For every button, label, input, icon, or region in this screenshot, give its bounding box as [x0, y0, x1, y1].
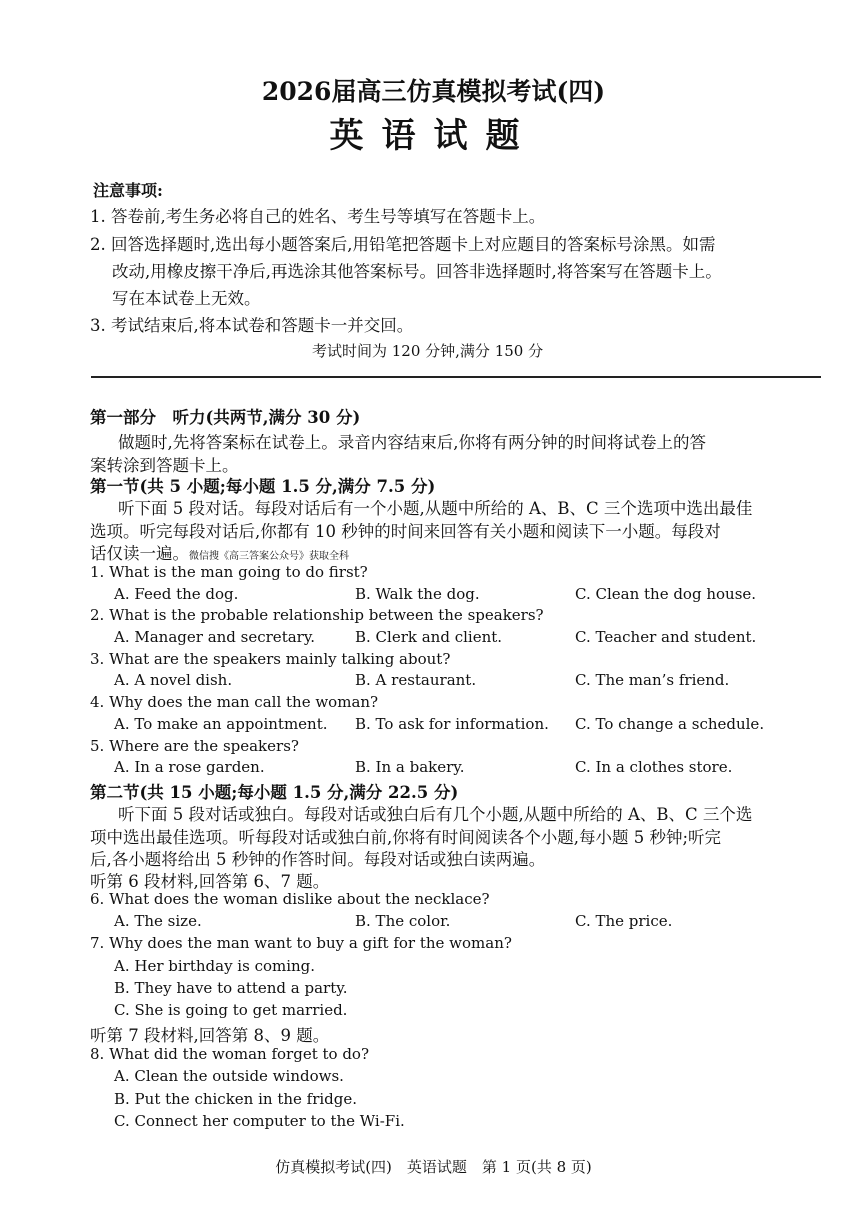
question-7: 7. Why does the man want to buy a gift for the woman? — [90, 934, 512, 952]
q8-option-b: B. Put the chicken in the fridge. — [114, 1090, 358, 1108]
q5-option-c: C. In a clothes store. — [575, 758, 733, 776]
q2-option-b: B. Clerk and client. — [355, 628, 503, 646]
q3-option-a: A. A novel dish. — [114, 671, 233, 689]
section1-intro-line-2: 选项。听完每段对话后,你都有 10 秒钟的时间来回答有关小题和阅读下一小题。每段对 — [90, 522, 721, 541]
q6-option-c: C. The price. — [575, 912, 673, 930]
q7-option-c: C. She is going to get married. — [114, 1001, 348, 1019]
material-7-heading: 听第 7 段材料,回答第 8、9 题。 — [90, 1026, 330, 1045]
q7-option-a: A. Her birthday is coming. — [114, 957, 316, 975]
notice-item-3: 3. 考试结束后,将本试卷和答题卡一并交回。 — [90, 316, 414, 335]
section1-intro-line-1: 听下面 5 段对话。每段对话后有一个小题,从题中所给的 A、B、C 三个选项中选出最佳 — [118, 499, 753, 518]
exam-title: 2026届高三仿真模拟考试(四) — [261, 77, 606, 106]
q8-option-c: C. Connect her computer to the Wi-Fi. — [114, 1112, 405, 1130]
q4-option-b: B. To ask for information. — [355, 715, 549, 733]
watermark-text: 微信搜《高三答案公众号》获取全科 — [189, 551, 349, 562]
notice-item-2-line-3: 写在本试卷上无效。 — [112, 289, 261, 308]
question-1: 1. What is the man going to do first? — [90, 563, 368, 581]
section2-intro-line-1: 听下面 5 段对话或独白。每段对话或独白后有几个小题,从题中所给的 A、B、C 三个选 — [118, 805, 753, 824]
q1-option-c: C. Clean the dog house. — [575, 585, 757, 603]
notice-heading: 注意事项: — [93, 181, 163, 200]
q4-option-a: A. To make an appointment. — [114, 715, 328, 733]
question-2: 2. What is the probable relationship between the speakers? — [90, 606, 544, 624]
section2-intro-line-3: 后,各小题将给出 5 秒钟的作答时间。每段对话或独白读两遍。 — [90, 850, 546, 869]
divider — [91, 376, 821, 378]
part1-heading: 第一部分 听力(共两节,满分 30 分) — [90, 408, 361, 427]
notice-item-1: 1. 答卷前,考生务必将自己的姓名、考生号等填写在答题卡上。 — [90, 207, 546, 226]
exam-time: 考试时间为 120 分钟,满分 150 分 — [312, 342, 544, 360]
part1-intro-line-1: 做题时,先将答案标在试卷上。录音内容结束后,你将有两分钟的时间将试卷上的答 — [118, 433, 706, 452]
q6-option-b: B. The color. — [355, 912, 451, 930]
question-6: 6. What does the woman dislike about the necklace? — [90, 890, 490, 908]
q3-option-c: C. The man’s friend. — [575, 671, 730, 689]
q2-option-a: A. Manager and secretary. — [114, 628, 316, 646]
q5-option-a: A. In a rose garden. — [114, 758, 265, 776]
q4-option-c: C. To change a schedule. — [575, 715, 765, 733]
q5-option-b: B. In a bakery. — [355, 758, 465, 776]
q2-option-c: C. Teacher and student. — [575, 628, 757, 646]
q1-option-a: A. Feed the dog. — [114, 585, 239, 603]
section1-heading: 第一节(共 5 小题;每小题 1.5 分,满分 7.5 分) — [90, 477, 436, 496]
section2-heading: 第二节(共 15 小题;每小题 1.5 分,满分 22.5 分) — [90, 783, 459, 802]
section2-intro-line-2: 项中选出最佳选项。听每段对话或独白前,你将有时间阅读各个小题,每小题 5 秒钟;听完 — [90, 828, 722, 847]
material-6-heading: 听第 6 段材料,回答第 6、7 题。 — [90, 872, 330, 891]
question-3: 3. What are the speakers mainly talking about? — [90, 650, 451, 668]
q1-option-b: B. Walk the dog. — [355, 585, 480, 603]
notice-item-2-line-1: 2. 回答选择题时,选出每小题答案后,用铅笔把答题卡上对应题目的答案标号涂黑。如需 — [90, 235, 716, 254]
subject-title: 英语试题 — [329, 116, 538, 156]
page-footer: 仿真模拟考试(四) 英语试题 第 1 页(共 8 页) — [275, 1158, 592, 1176]
q6-option-a: A. The size. — [114, 912, 202, 930]
q3-option-b: B. A restaurant. — [355, 671, 477, 689]
q8-option-a: A. Clean the outside windows. — [114, 1067, 344, 1085]
part1-intro-line-2: 案转涂到答题卡上。 — [90, 456, 239, 475]
question-5: 5. Where are the speakers? — [90, 737, 299, 755]
question-4: 4. Why does the man call the woman? — [90, 693, 379, 711]
q7-option-b: B. They have to attend a party. — [114, 979, 348, 997]
question-8: 8. What did the woman forget to do? — [90, 1045, 369, 1063]
notice-item-2-line-2: 改动,用橡皮擦干净后,再选涂其他答案标号。回答非选择题时,将答案写在答题卡上。 — [112, 262, 722, 281]
section1-intro-line-3: 话仅读一遍。微信搜《高三答案公众号》获取全科 — [90, 544, 349, 563]
